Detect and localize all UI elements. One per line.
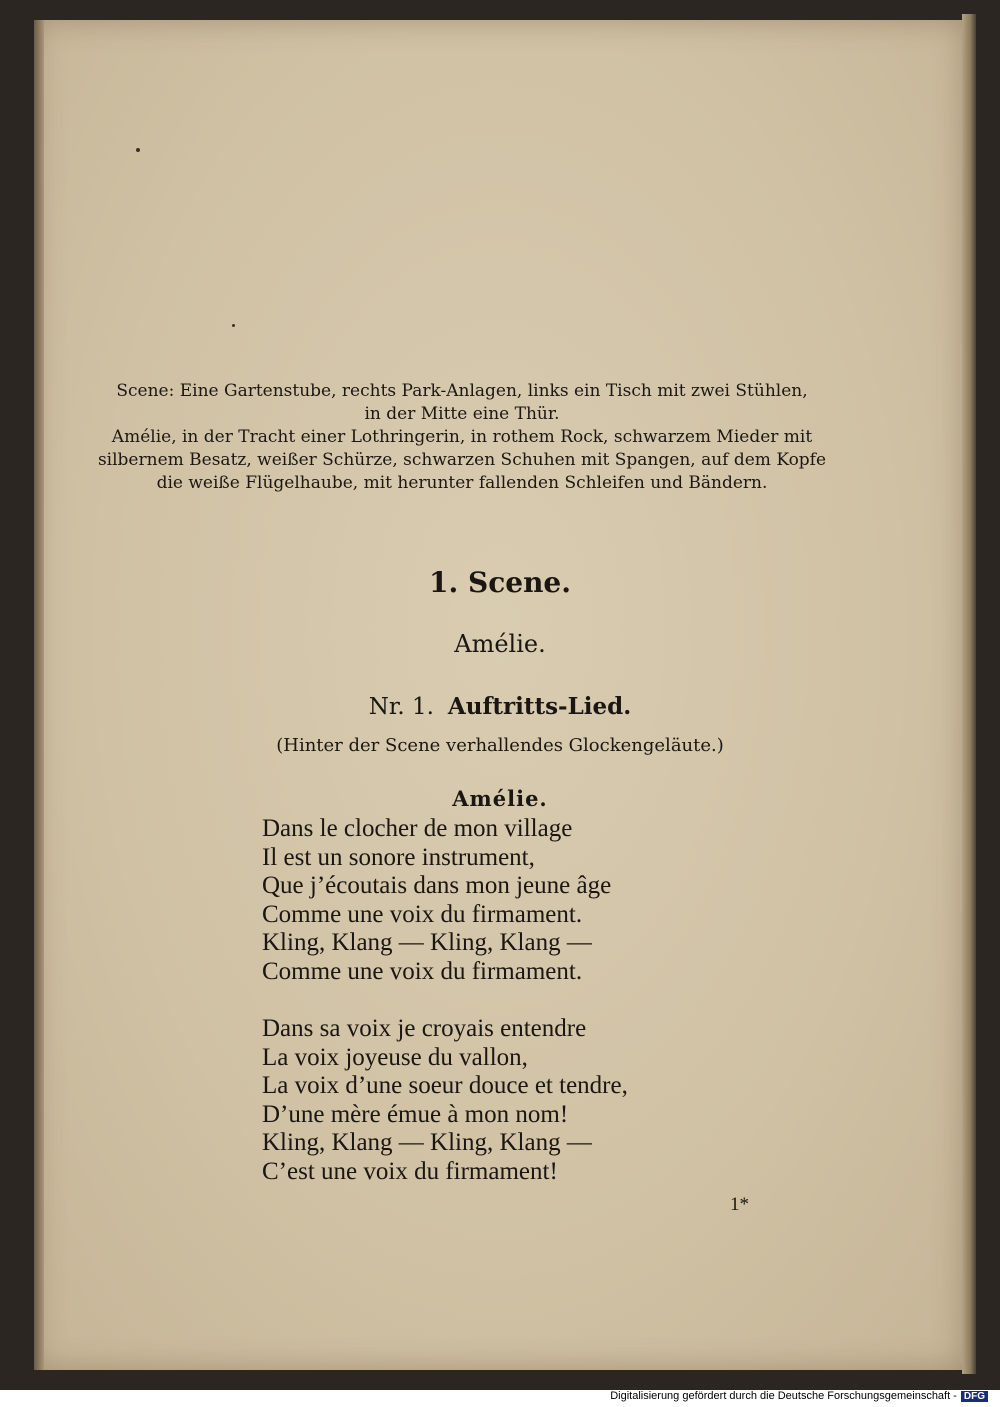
digitization-footer: [610, 1390, 988, 1402]
stage-direction-line: Amélie, in der Tracht einer Lothringerin, in rothem Rock, schwarzem Mieder mit: [111, 427, 813, 447]
stage-direction: [52, 380, 872, 495]
signature-mark: 1*: [730, 1194, 749, 1215]
stage-direction-line: Scene: Eine Gartenstube, rechts Park-Anlagen, links ein Tisch mit zwei Stühlen,: [116, 381, 808, 401]
stage-direction-line: in der Mitte eine Thür.: [364, 404, 560, 424]
dfg-logo: DFG: [961, 1391, 988, 1402]
verse-line: D’une mère émue à mon nom!: [262, 1100, 569, 1128]
verse-1: [262, 815, 611, 987]
verse-line: Kling, Klang — Kling, Klang —: [262, 1129, 592, 1157]
scene-title: 1. Scene.: [429, 566, 571, 599]
stage-direction-line: silbernem Besatz, weißer Schürze, schwarzen Schuhen mit Spangen, auf dem Kopfe: [97, 450, 827, 470]
verse-line: Dans le clocher de mon village: [262, 815, 573, 842]
verse-line: Comme une voix du firmament.: [262, 900, 583, 928]
stage-note: (Hinter der Scene verhallendes Glockengeläute.): [276, 735, 724, 756]
singer-name: Amélie.: [452, 786, 548, 811]
verse-line: Kling, Klang — Kling, Klang —: [262, 929, 592, 957]
song-number: Nr. 1.: [368, 694, 434, 720]
paper-speck: [136, 148, 140, 152]
paper-speck: [232, 324, 235, 327]
verse-line: La voix d’une soeur douce et tendre,: [262, 1072, 628, 1100]
verse-line: Il est un sonore instrument,: [262, 843, 535, 871]
stage-direction-line: die weiße Flügelhaube, mit herunter fallenden Schleifen und Bändern.: [156, 473, 768, 493]
verse-line: Dans sa voix je croyais entendre: [262, 1015, 587, 1042]
verse-line: C’est une voix du firmament!: [262, 1157, 558, 1185]
song-title: Auftritts-Lied.: [447, 693, 632, 720]
verse-line: La voix joyeuse du vallon,: [262, 1043, 528, 1071]
verse-line: Comme une voix du firmament.: [262, 957, 583, 985]
character-name: Amélie.: [454, 630, 546, 658]
verse-2: [262, 1015, 628, 1187]
verse-line: Que j’écoutais dans mon jeune âge: [262, 872, 612, 900]
song-heading: [0, 693, 1000, 720]
footer-text: Digitalisierung gefördert durch die Deutsche Forschungsgemeinschaft -: [610, 1390, 957, 1402]
